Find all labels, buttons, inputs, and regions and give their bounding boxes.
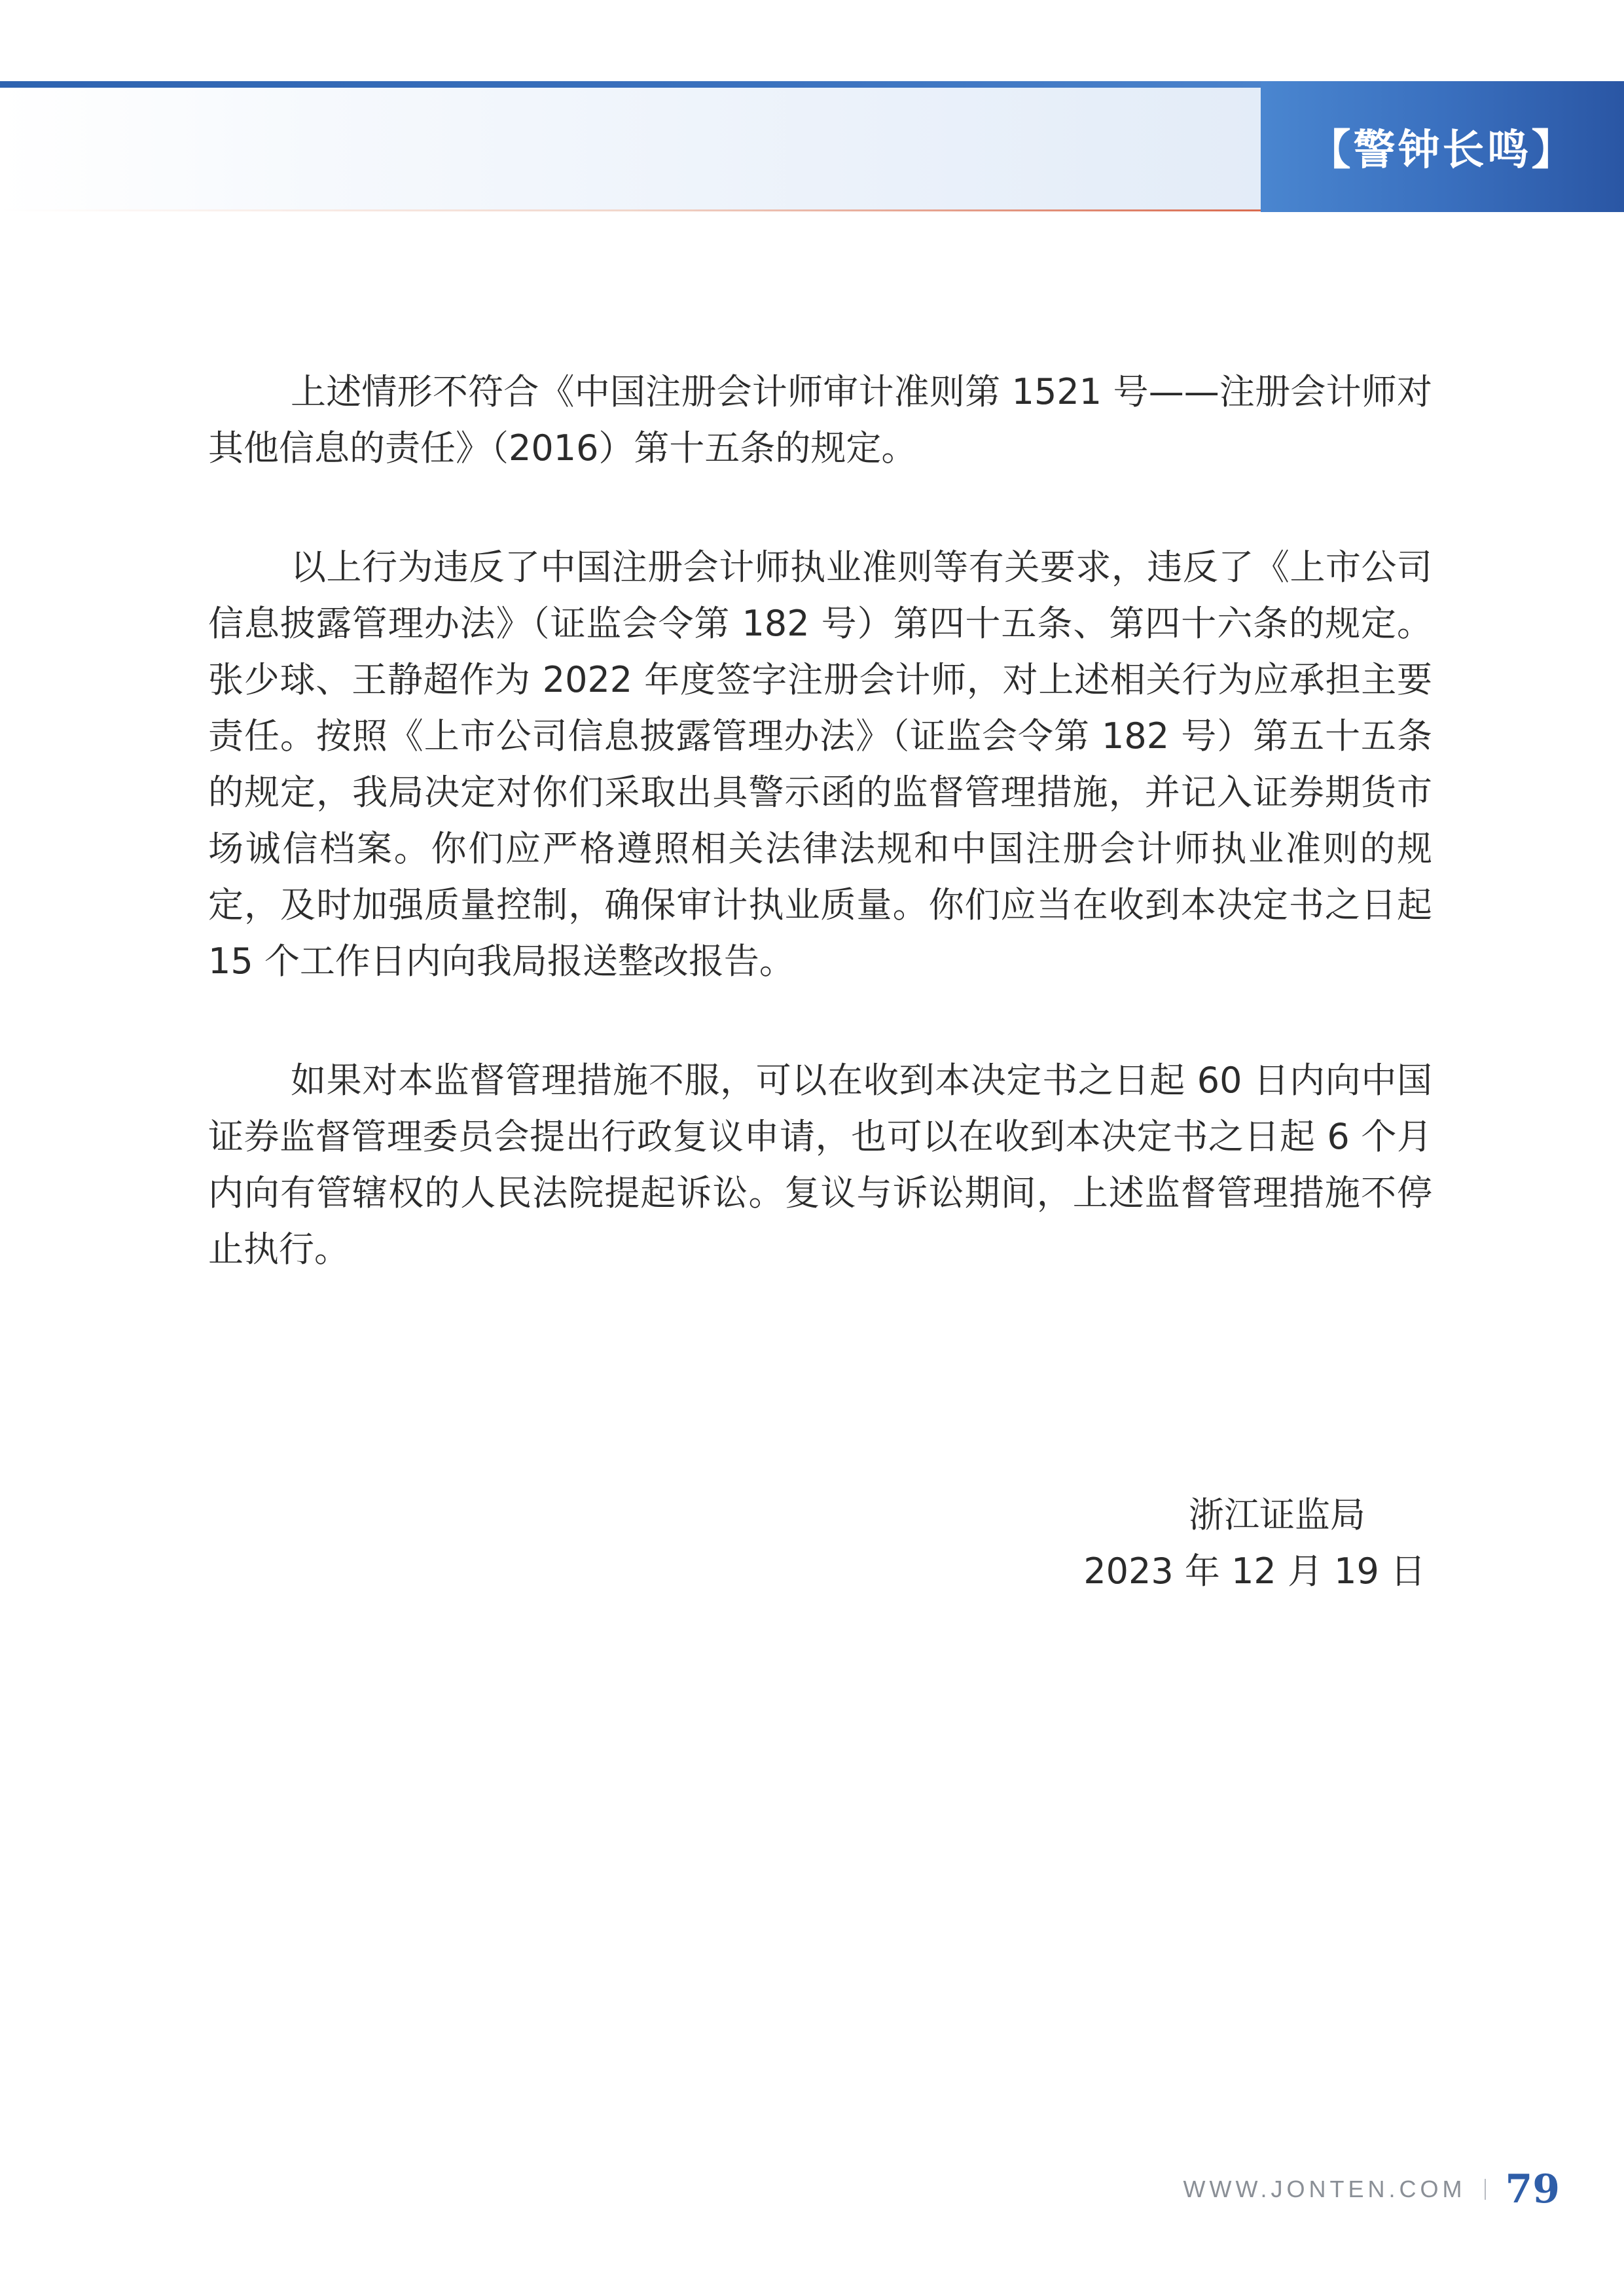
paragraph-2: 以上行为违反了中国注册会计师执业准则等有关要求，违反了《上市公司信息披露管理办法》（证监会令第 182 号）第四十五条、第四十六条的规定。张少球、王静超作为 2022 年度签字注册会计师，对上述相关行为应承担主要责任。按照《上市公司信息披露管理办法》（证监会令第 182 号）第五十五条的规定，我局决定对你们采取出具警示函的监督管理措施，并记入证券期货市场诚信档案。你们应严格遵照相关法律法规和中国注册会计师执业准则的规定，及时加强质量控制，确保审计执业质量。你们应当在收到本决定书之日起 15 个工作日内向我局报送整改报告。: [208, 547, 1432, 982]
section-label: 【警钟长鸣】: [1308, 126, 1576, 175]
paragraph-3: 如果对本监督管理措施不服，可以在收到本决定书之日起 60 日内向中国证券监督管理委员会提出行政复议申请，也可以在收到本决定书之日起 6 个月内向有管辖权的人民法院提起诉讼。复议与诉讼期间，上述监督管理措施不停止执行。: [208, 1060, 1432, 1270]
header-underline: [0, 209, 1261, 211]
website-url: WWW.JONTEN.COM: [1183, 2176, 1466, 2202]
signature-block: [837, 1487, 1426, 1600]
issuing-organization: 浙江证监局: [1189, 1494, 1365, 1535]
issue-date: 2023 年 12 月 19 日: [1083, 1551, 1426, 1592]
header-top-rule: [0, 81, 1261, 88]
section-tab: [1261, 81, 1624, 212]
page-footer: [1183, 2160, 1560, 2219]
main-content: [208, 364, 1432, 1340]
page-number: 79: [1505, 2166, 1560, 2212]
paragraph-1: 上述情形不符合《中国注册会计师审计准则第 1521 号——注册会计师对其他信息的责任》（2016）第十五条的规定。: [208, 371, 1432, 469]
header-band: [0, 88, 1261, 209]
footer-divider: [1485, 2179, 1486, 2200]
